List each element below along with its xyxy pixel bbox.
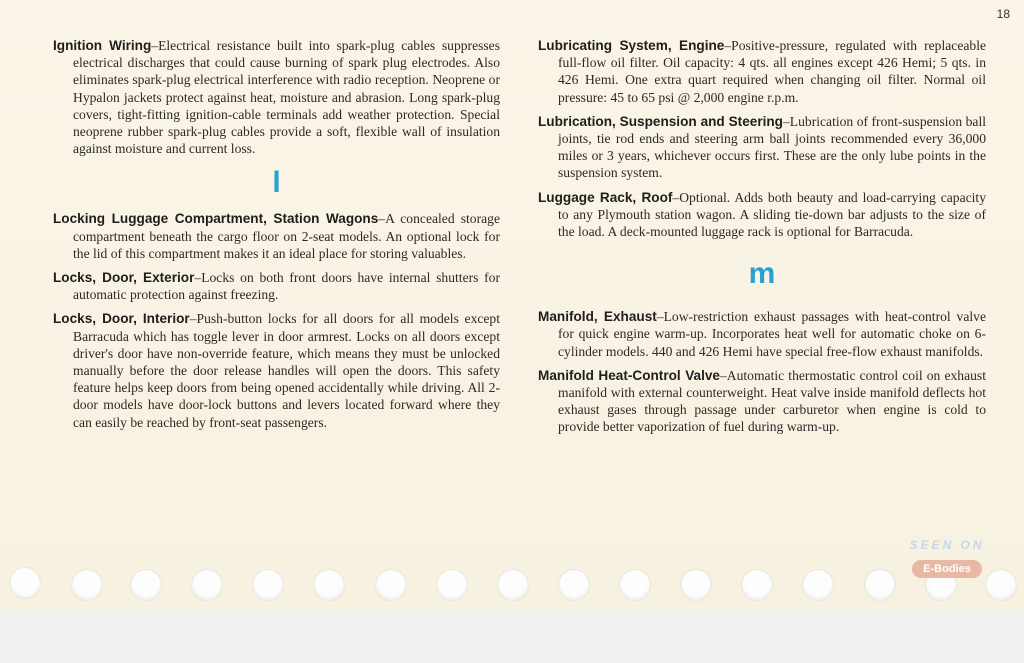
glossary-entry [538,113,986,182]
entry-text: –Positive-pressure, regulated with replaceable full-flow oil filter. Oil capacity: 4 qts. all engines except 426 Hemi; 5 qts. in 426 Hemi. One extra quart required when changing oil filter. Normal oil pressure: 45 to 65 psi @ 2,000 engine r.p.m. [558,38,987,105]
binder-hole [985,569,1017,601]
binder-hole [191,569,223,601]
entry-text: –Automatic thermostatic control coil on exhaust manifold with external counterweight. Heat valve inside manifold deflects hot exhaust gases through passage under carburetor when engine is cold to provide better vaporization of fuel during warm-up. [558,367,987,435]
entry-text: –A concealed storage compartment beneath the cargo floor on 2-seat models. An optional lock for the lid of this compartment makes it an ideal place for storing valuables. [73,211,500,261]
entry-term: Locking Luggage Compartment, Station Wagons [53,211,379,227]
binder-hole [558,569,590,601]
watermark-title: SEEN ON [909,538,985,552]
entry-term: Manifold, Exhaust [538,309,657,325]
scan-margin [0,610,1024,663]
entry-text: –Optional. Adds both beauty and load-carrying capacity to any Plymouth station wagon. A sliding tie-down bar adjusts to the size of the load. A deck-mounted luggage rack is optional for Barracuda. [558,189,986,240]
glossary-entry [53,210,500,262]
watermark-logo: E-Bodies [912,560,982,578]
entry-text: –Lubrication of front-suspension ball joints, tie rod ends and steering arm ball joints recommended every 36,000 miles or 3 years, whichever occurs first. These are the only lube points in the suspension system. [558,113,987,181]
glossary-entry [538,367,986,436]
entry-term: Luggage Rack, Roof [538,189,673,205]
binder-hole [497,569,529,601]
section-letter: m [748,257,776,291]
binder-hole [71,569,103,601]
page-number: 18 [996,7,1010,21]
left-column [53,37,500,438]
binder-hole [313,569,345,601]
binder-hole [864,569,896,601]
watermark-badge [908,538,986,590]
binder-holes [0,565,1024,610]
binder-hole [9,567,41,599]
entry-text: –Push-button locks for all doors for all models except Barracuda which has toggle lever in door armrest. Locks on all doors except driver's door have non-override feature, which means they must be unlocked manually before the door release handles will open the doors. This safety feature helps keep doors from being opened accidentally while driving. All 2-door models have door-lock buttons and levers located forward where they can easily be reached by front-seat passengers. [73,311,501,430]
entry-term: Manifold Heat-Control Valve [538,367,720,383]
entry-term: Ignition Wiring [53,38,152,53]
entry-term: Locks, Door, Interior [53,311,190,327]
binder-hole [680,569,712,601]
entry-term: Lubrication, Suspension and Steering [538,113,783,129]
binder-hole [436,569,468,601]
binder-hole [741,569,773,601]
binder-hole [252,569,284,601]
entry-term: Locks, Door, Exterior [53,270,195,286]
glossary-entry [53,310,500,430]
glossary-entry [538,189,986,241]
section-letter: l [272,166,281,200]
entry-text: –Electrical resistance built into spark-plug cables suppresses electrical discharges that could cause burning of spark plug electrodes. Also eliminates spark-plug electrical interference with radio reception. Neoprene or Hypalon jackets protect against heat, moisture and abrasion. Long spark-plug covers, tight-fitting ignition-cable terminals add weather protection. Special neoprene rubber spark-plug cables provide a soft, flexible wall of insulation against moisture and current loss. [73,38,501,157]
entry-term: Lubricating System, Engine [538,38,725,53]
binder-hole [619,569,651,601]
binder-hole [375,569,407,601]
entry-text: –Locks on both front doors have internal shutters for automatic protection against freezing. [73,270,500,303]
binder-hole [802,569,834,601]
binder-hole [130,569,162,601]
entry-text: –Low-restriction exhaust passages with heat-control valve for quick engine warm-up. Incorporates heat well for automatic choke on 6-cylinder models. 440 and 426 Hemi have special free-flow exhaust manifolds. [558,309,986,359]
right-column [538,37,986,443]
glossary-entry [538,37,986,106]
glossary-entry [53,269,500,303]
glossary-entry [538,308,986,360]
glossary-entry [53,37,500,157]
